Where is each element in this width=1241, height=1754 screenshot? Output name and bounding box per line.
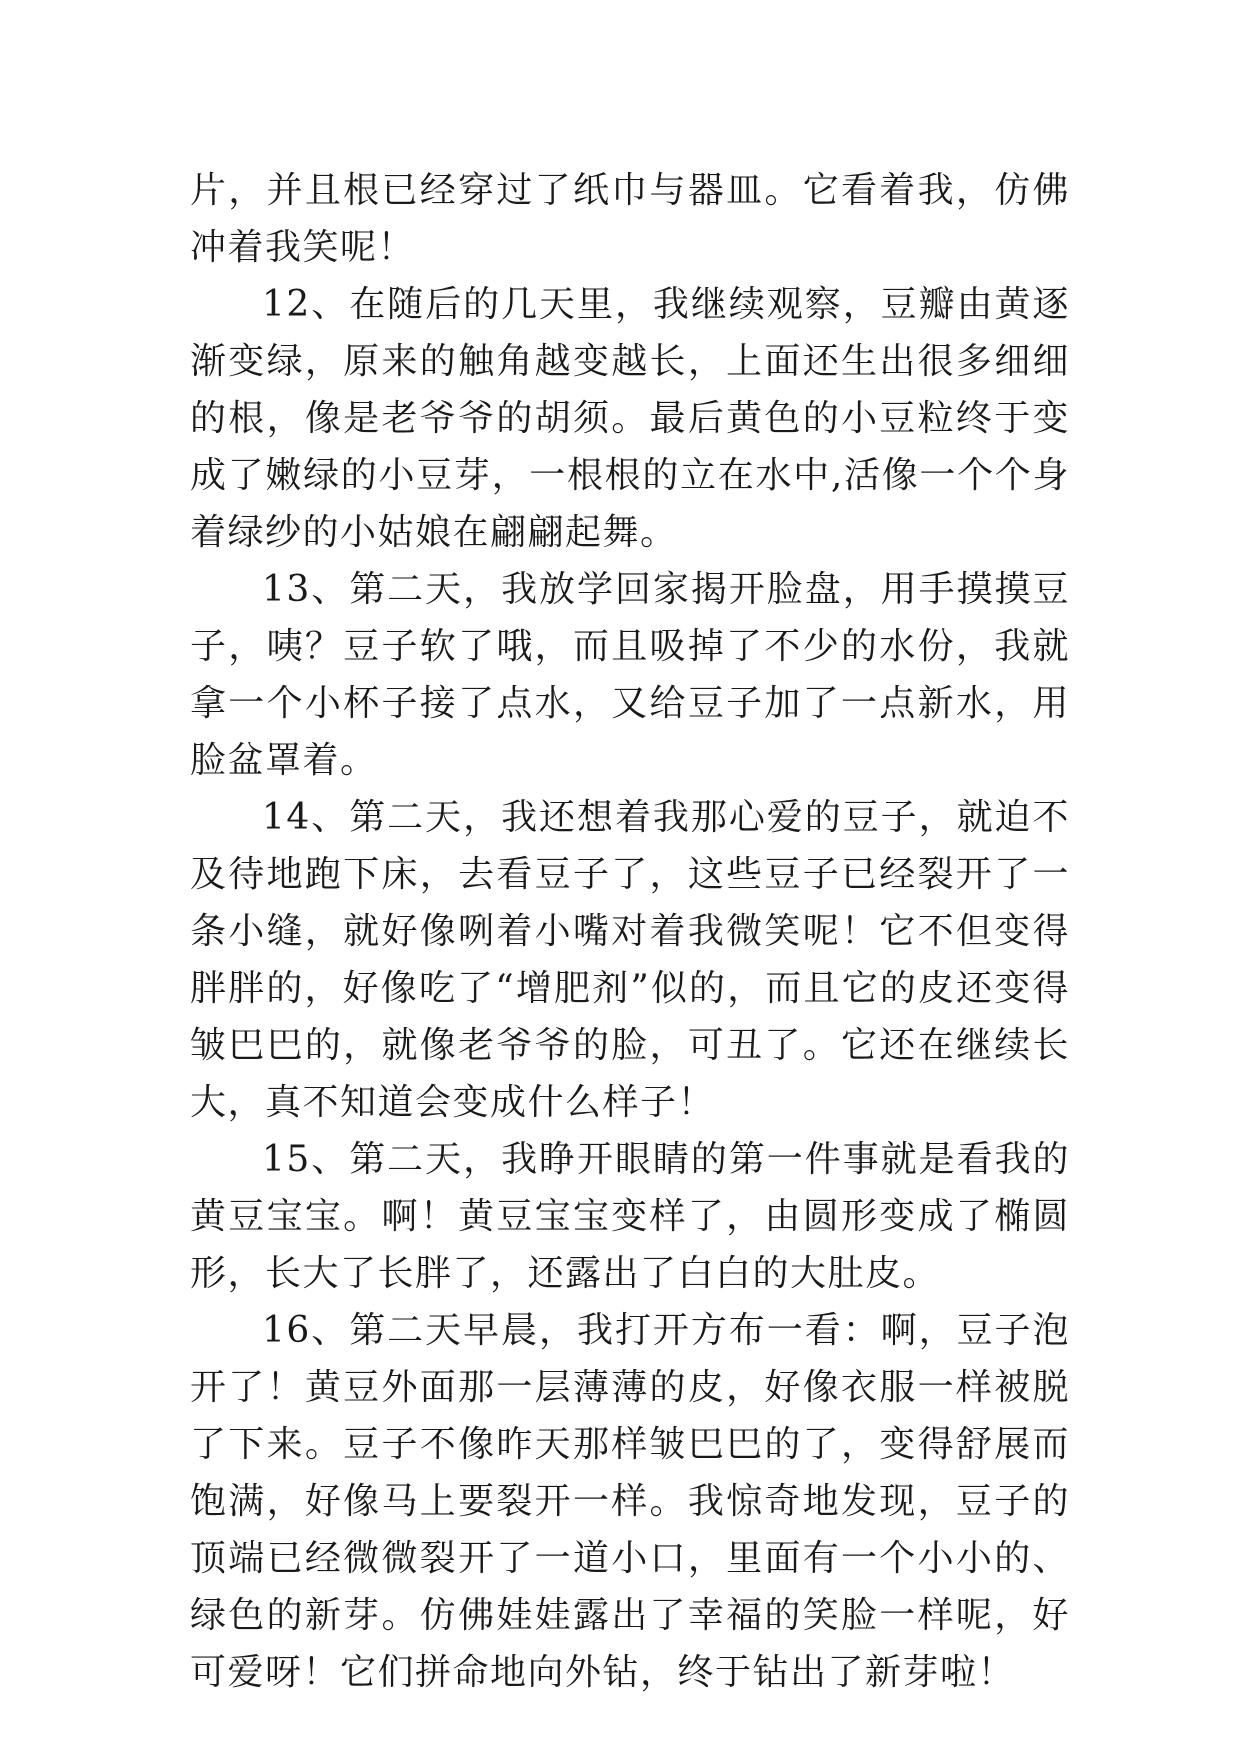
paragraph-14: 14、第二天，我还想着我那心爱的豆子，就迫不及待地跑下床，去看豆子了，这些豆子已经裂开了一条小缝，就好像咧着小嘴对着我微笑呢！它不但变得胖胖的，好像吃了“增肥剂”似的，而且它的皮还变得皱巴巴的，就像老爷爷的脸，可丑了。它还在继续长大，真不知道会变成什么样子！ bbox=[190, 797, 1070, 1123]
paragraph-16: 16、第二天早晨，我打开方布一看：啊，豆子泡开了！黄豆外面那一层薄薄的皮，好像衣服一样被脱了下来。豆子不像昨天那样皱巴巴的了，变得舒展而饱满，好像马上要裂开一样。我惊奇地发现，豆子的顶端已经微微裂开了一道小口，里面有一个小小的、绿色的新芽。仿佛娃娃露出了幸福的笑脸一样呢，好可爱呀！它们拼命地向外钻，终于钻出了新芽啦！ bbox=[190, 1310, 1070, 1693]
paragraph-12: 12、在随后的几天里，我继续观察，豆瓣由黄逐渐变绿，原来的触角越变越长，上面还生出很多细细的根，像是老爷爷的胡须。最后黄色的小豆粒终于变成了嫩绿的小豆芽，一根根的立在水中,活像一个个身着绿纱的小姑娘在翩翩起舞。 bbox=[190, 284, 1070, 553]
paragraph-15: 15、第二天，我睁开眼睛的第一件事就是看我的黄豆宝宝。啊！黄豆宝宝变样了，由圆形变成了椭圆形，长大了长胖了，还露出了白白的大肚皮。 bbox=[190, 1139, 1070, 1294]
paragraph-13: 13、第二天，我放学回家揭开脸盘，用手摸摸豆子，咦？豆子软了哦，而且吸掉了不少的水份，我就拿一个小杯子接了点水，又给豆子加了一点新水，用脸盆罩着。 bbox=[190, 569, 1070, 781]
body-text bbox=[190, 162, 1070, 1701]
paragraph-continuation: 片，并且根已经穿过了纸巾与器皿。它看着我，仿佛冲着我笑呢！ bbox=[190, 170, 1070, 268]
